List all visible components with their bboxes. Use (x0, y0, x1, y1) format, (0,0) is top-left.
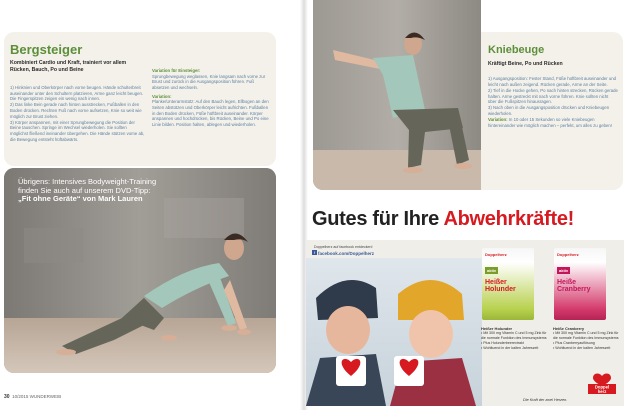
holunder-package (482, 248, 534, 320)
cranberry-description (553, 326, 621, 351)
cranberry-title: Heiße Cranberry (553, 326, 585, 331)
bergsteiger-steps (10, 85, 146, 143)
dvd-tip-line-2: finden Sie auch auf unserem DVD-Tipp: (18, 185, 151, 195)
kniebeuge-variation-text: In 10 oder 15 Sekunden so viele Kniebeugen hintereinander wie möglich machen – perfekt, um alles zu geben! (488, 117, 612, 128)
cranberry-name-1: Heiße (557, 279, 577, 286)
logo-text-1: Doppel (594, 384, 610, 390)
holunder-bullet-1: • Mit 300 mg Vitamin C und 5 mg Zink für die normale Funktion des Immunsystems (481, 331, 547, 341)
dvd-tip-line-3: „Fit ohne Geräte“ von Mark Lauren (18, 194, 143, 204)
cranberry-brand: Doppelherz (557, 252, 579, 257)
kniebeuge-step-1: 1) Ausgangsposition: Fester Stand, Füße hüftbreit auseinander und leicht nach außen zeigend. Rücken gerade, Arme an der Seite. (488, 76, 617, 87)
variation-title: Variation: (152, 93, 172, 99)
holunder-name-2: Holunder (485, 285, 516, 293)
bergsteiger-step-1: 1) Hinknien und Oberkörper nach vorne beugen. Hände schulterbreit auseinander unter den Schultern platzieren, Arme ganz leicht beugen. Die Fingerspitzen zeigen ein wenig nach innen. (10, 85, 144, 102)
dvd-tip-line-1: Übrigens: Intensives Bodyweight-Training (18, 177, 157, 186)
page-footer (4, 394, 61, 400)
bergsteiger-title: Bergsteiger (10, 42, 83, 57)
facebook-icon: f (313, 250, 316, 255)
kniebeuge-steps (488, 76, 618, 129)
cranberry-badge: aktiv (559, 268, 569, 273)
kniebeuge-title: Kniebeuge (488, 44, 545, 56)
cranberry-name-2: Cranberry (557, 285, 591, 293)
page-number: 30 (4, 394, 10, 400)
holunder-name-1: Heißer (485, 279, 507, 286)
ad-headline-red: Abwehrkräfte! (443, 208, 575, 230)
squat-photo (313, 0, 481, 190)
bergsteiger-step-2: 2) Das linke Bein gerade nach hinten ausstrecken, Fußballen in den Boden drücken. Rechten Fuß nach vorne aufsetzen, Knie so weit wie möglich zur Brust ziehen. (10, 102, 142, 119)
logo-text-2: herz (597, 389, 607, 394)
cranberry-bullet-1: • Mit 300 mg Vitamin C und 5 mg Zink für die normale Funktion des Immunsystems (553, 331, 619, 341)
cranberry-bullet-2: • Plus Cranberryauflösung (553, 341, 595, 346)
holunder-badge: aktiv (487, 268, 497, 273)
beginner-variation-title: Variation für Einsteiger: (152, 68, 201, 73)
cranberry-package (554, 248, 606, 320)
holunder-description (481, 326, 549, 351)
holunder-bullet-3: • Wohltuend in der kalten Jahreszeit (481, 345, 539, 350)
kniebeuge-step-2: 2) Tief in die Hocke gehen, Po nach hinten strecken, Rücken gerade halten. Arme gestreckt mit nach vorne führen. Knie sollten nicht über die Fußspitzen hinausragen. (488, 87, 618, 105)
bergsteiger-variations (152, 68, 272, 131)
kniebeuge-step-3: 3) Nach oben in die Ausgangsposition drücken und Kniebeugen wiederholen. (488, 105, 610, 117)
holunder-bullet-2: • Plus Holunderbeerextrakt (481, 341, 524, 346)
kniebeuge-subtitle: Kräftigt Beine, Po und Rücken (488, 61, 563, 67)
facebook-prompt: Doppelherz auf facebook entdecken! (314, 245, 373, 249)
ad-headline (312, 208, 574, 231)
couple-winter-photo (306, 258, 482, 406)
holunder-title: Heißer Holunder (481, 326, 513, 331)
facebook-link[interactable]: facebook.com/Doppelherz (318, 251, 375, 256)
ad-headline-black: Gutes für Ihre (312, 208, 444, 230)
ad-tagline: Die Kraft der zwei Herzen. (523, 398, 568, 402)
beginner-variation-text: Sprungbewegung weglassen, Knie langsam nach vorne zur Brust und zurück in die Ausgangsposition führen. Fuß absetzen und wechseln. (152, 73, 266, 91)
issue-label: 10/2015 WUNDERWEIB (12, 394, 62, 399)
squat-illustration (313, 0, 481, 190)
heart-logo-icon (588, 372, 616, 394)
variation-text: Planke/Unterarmstütz: Auf den Bauch legen, Ellbogen an den Seiten abstützen und Oberkörper leicht aufrichten. Fußballen in den Boden drücken, Füße hüftbreit auseinander. Körper anspannen und hochdrücken, bis Rücken, Beine und Po eine Linie bilden. Position halten, ablegen und wiederholen. (152, 99, 269, 128)
bergsteiger-subtitle: Kombiniert Cardio und Kraft, trainiert vor allem Rücken, Bauch, Po und Beine (10, 60, 127, 73)
holunder-brand: Doppelherz (485, 252, 507, 257)
kniebeuge-variation-title: Variation: (488, 117, 508, 123)
couple-illustration (306, 258, 482, 406)
cranberry-bullet-3: • Wohltuend in der kalten Jahreszeit (553, 345, 611, 350)
doppelherz-logo (588, 372, 616, 394)
dvd-tip-text (18, 178, 158, 204)
bergsteiger-step-3: 3) Körper anspannen, mit einer Sprungbewegung die Position der Beine tauschen. Springe im Wechsel wiederholen. Sie sollten möglichst fließend ineinander übergehen. Die Hände stützen vorne ab, die Bewegung entsteht hüftabwärts. (10, 119, 145, 142)
